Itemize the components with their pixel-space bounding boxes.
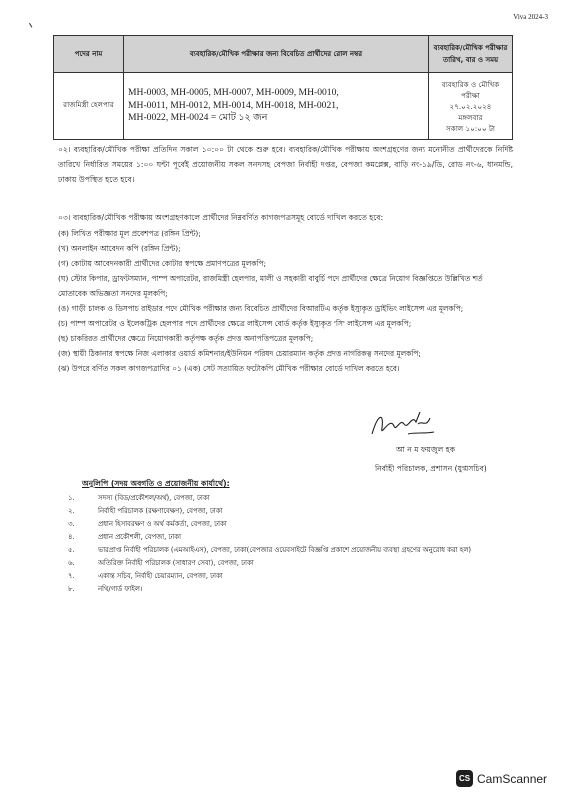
item-number: ৩. xyxy=(68,520,75,528)
table-header-row xyxy=(54,36,513,73)
list-item xyxy=(68,492,518,505)
item-number: ৫. xyxy=(68,546,75,554)
item-text: নথি/গার্ড ফাইল। xyxy=(98,585,143,593)
item-number: ৮. xyxy=(68,585,75,593)
item-number: ২. xyxy=(68,507,75,515)
item-text: অতিরিক্ত নির্বাহী পরিচালক (সাধারণ সেবা), বেপজা, ঢাকা xyxy=(98,559,254,567)
list-item: (চ) পাম্প অপারেটর ও ইলেকট্রিক হেলপার পদে প্রার্থীদের ক্ষেত্রে লাইসেন্স বোর্ড কর্তৃক ইস্যুকৃত 'সি' লাইসেন্স এর মূলকপি; xyxy=(58,319,412,328)
item-text: নির্বাহী পরিচালক (রক্ষণাবেক্ষণ), বেপজা, ঢাকা xyxy=(98,507,223,515)
exam-schedule xyxy=(429,73,513,140)
signatory-name: আ ন ম ফয়জুল হক xyxy=(396,445,456,454)
paragraph-02: ০২। ব্যবহারিক/মৌখিক পরীক্ষা প্রতিদিন সকাল ১০:০০ টা থেকে শুরু হবে। ব্যবহারিক/মৌখিক পরীক্ষায় অংশগ্রহণের জন্য মনোনীত প্রার্থীদেরকে নির্দিষ্ট তারিখে নির্ধারিত সময়ের ১:০০ ঘন্টা পূর্বেই প্রয়োজনীয় সকল সনদসহ বেপজা নির্বাহী দপ্তর, বেপজা কমপ্লেক্স, বাড়ি নং-১৯/ডি, রোড নং-৬, ধানমন্ডি, ঢাকায় উপস্থিত হতে হবে। xyxy=(58,145,513,184)
roll-line: MH-0022, MH-0024 = মোট ১২ জন xyxy=(128,112,268,124)
item-number: ৪. xyxy=(68,533,75,541)
paragraph-03: ০৩। ব্যবহারিক/মৌখিক পরীক্ষায় অংশগ্রহণকালে প্রার্থীদের নিম্নবর্ণিত কাগজপত্রসমূহ বোর্ডে দাখিল করতে হবে: xyxy=(58,213,384,222)
item-text: প্রধান প্রকৌশলী, বেপজা, ঢাকা xyxy=(98,533,181,541)
list-item: (খ) অনলাইন আবেদন কপি (রঙ্গিন প্রিন্ট); xyxy=(58,244,181,253)
header-schedule: ব্যবহারিক/মৌখিক পরীক্ষার তারিখ, বার ও সময় xyxy=(429,36,513,73)
post-name: রাজমিস্ত্রী হেলপার xyxy=(54,73,124,140)
list-item: (গ) কোটায় আবেদনকারী প্রার্থীদের কোটার স্বপক্ষে প্রমাণপত্রের মূলকপি; xyxy=(58,259,266,268)
list-item xyxy=(68,544,518,557)
required-documents-list xyxy=(58,226,513,376)
handwritten-signature xyxy=(368,404,438,444)
list-item: (ছ) চাকরিরত প্রার্থীদের ক্ষেত্রে নিয়োগকারী কর্তৃপক্ষ কর্তৃক প্রদত্ত অনাপত্তিপত্রের মূলকপি; xyxy=(58,334,314,343)
schedule-line: মঙ্গলবার xyxy=(458,112,483,122)
item-number: ৬. xyxy=(68,559,75,567)
list-item xyxy=(68,505,518,518)
copies-heading: অনুলিপি (সদয় অবগতি ও প্রয়োজনীয় কার্যার্থে): xyxy=(82,479,230,488)
table-row xyxy=(54,73,513,140)
item-text: ভারপ্রাপ্ত নির্বাহী পরিচালক (এমআইএস), বেপজা, ঢাকা(বেপজার ওয়েবসাইটে বিজ্ঞপ্তি প্রকাশে প্রয়োজনীয় ব্যবস্থা গ্রহণের অনুরোধ করা হল) xyxy=(98,546,472,554)
schedule-line: সকাল ১০:০০ টা xyxy=(446,123,495,133)
list-item: (জ) স্থায়ী ঠিকানার স্বপক্ষে নিজ এলাকার ওয়ার্ড কমিশনার/ইউনিয়ন পরিষদ চেয়ারম্যান কর্তৃক প্রদত্ত নাগরিকত্ব সনদের মূলকপি; xyxy=(58,349,421,358)
schedule-line: ২৭.০২.২০২৪ xyxy=(449,101,492,111)
list-item: (ক) লিখিত পরীক্ষার মূল প্রবেশপত্র (রঙ্গিন প্রিন্ট); xyxy=(58,229,201,238)
header-rolls: ব্যবহারিক/মৌখিক পরীক্ষার জন্য বিবেচিত প্রার্থীদের রোল নম্বর xyxy=(124,36,429,73)
list-item: (ঝ) উপরে বর্ণিত সকল কাগজপত্রাদির ০১ (এক) সেট সত্যায়িত ফটোকপি মৌখিক পরীক্ষার বোর্ডে দাখিল করতে হবে। xyxy=(58,364,400,373)
schedule-line: ব্যবহারিক ও মৌখিক xyxy=(441,79,500,89)
camscanner-watermark xyxy=(456,770,547,787)
list-item xyxy=(68,518,518,531)
roll-line: MH-0003, MH-0005, MH-0007, MH-0009, MH-0010, xyxy=(128,87,339,99)
item-text: প্রধান হিসাবরক্ষণ ও অর্থ কর্মকর্তা, বেপজা, ঢাকা xyxy=(98,520,227,528)
item-number: ৭. xyxy=(68,572,75,580)
list-item xyxy=(68,570,518,583)
header-post: পদের নাম xyxy=(54,36,124,73)
camscanner-text: CamScanner xyxy=(477,771,548,786)
item-text: সদস্য (বিড/প্রকৌশল/অর্থ), বেপজা, ঢাকা xyxy=(98,494,210,502)
list-item xyxy=(68,583,518,596)
copies-list xyxy=(68,492,518,596)
list-item: (ঙ) গাড়ী চালক ও ডিসপাচ রাইডার পদে মৌখিক পরীক্ষার জন্য বিবেচিত প্রার্থীদের বিআরটিএ কর্তৃক ইস্যুকৃত ড্রাইভিং লাইসেন্স এর মূলকপি; xyxy=(58,304,464,313)
schedule-line: পরীক্ষা xyxy=(461,90,480,100)
item-text: একান্ত সচিব, নির্বাহী চেয়ারম্যান, বেপজা, ঢাকা xyxy=(98,572,223,580)
roll-numbers xyxy=(124,73,429,140)
viva-label: Viva 2024-3 xyxy=(513,13,548,21)
roll-line: MH-0011, MH-0012, MH-0014, MH-0018, MH-0021, xyxy=(128,99,339,111)
signatory-title: নির্বাহী পরিচালক, প্রশাসন (যুগ্মসচিব) xyxy=(375,464,487,473)
list-item xyxy=(68,531,518,544)
camscanner-logo-icon: CS xyxy=(456,770,473,787)
check-mark xyxy=(29,21,35,27)
list-item: (ঘ) স্টোর কিপার, ড্রাফটসম্যান, পাম্প অপারেটর, রাজমিস্ত্রী হেলপার, মালী ও সহকারী বাবুর্চি পদে প্রার্থীদের ক্ষেত্রে নিয়োগ বিজ্ঞপ্তিতে উল্লিখিত শর্ত মোতাবেক অভিজ্ঞতা সনদের মূলকপি; xyxy=(58,274,483,298)
item-number: ১. xyxy=(68,494,75,502)
list-item xyxy=(68,557,518,570)
roll-table xyxy=(53,35,513,140)
